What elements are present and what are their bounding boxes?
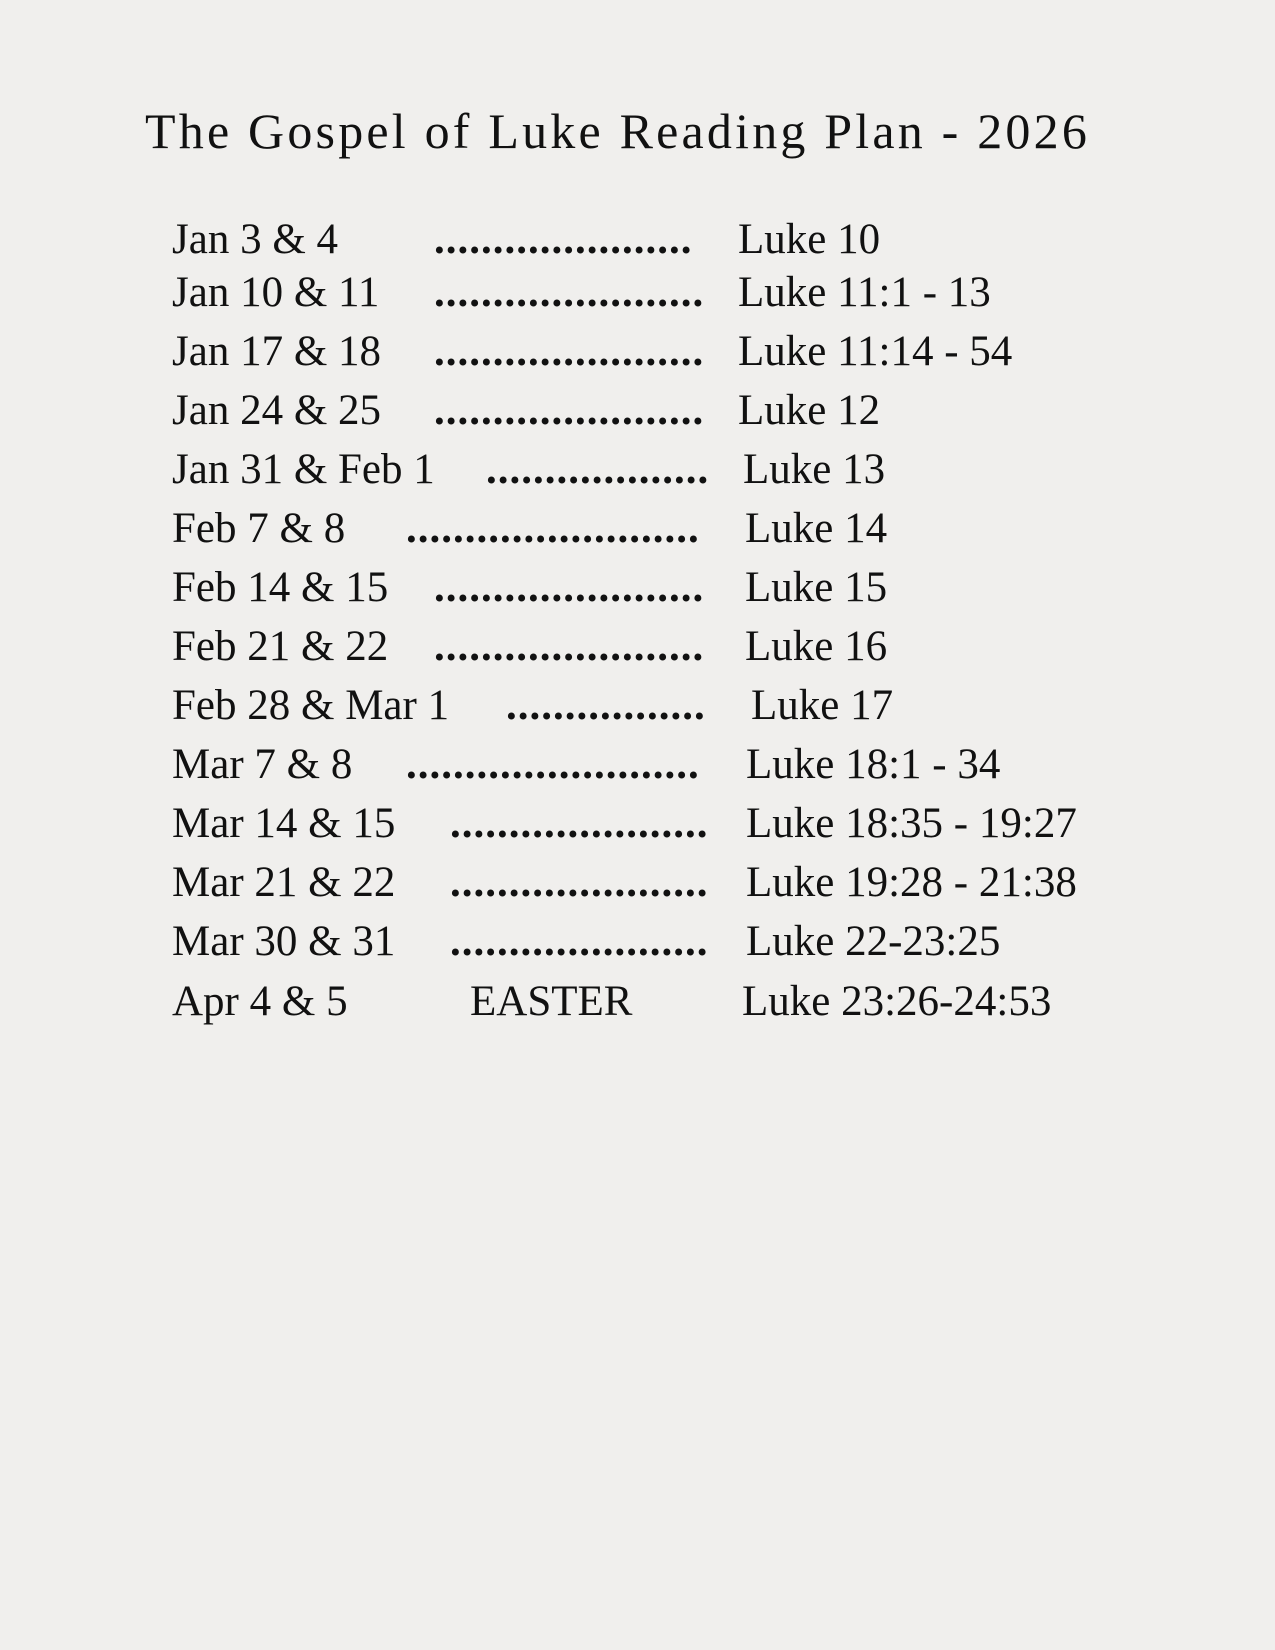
schedule-row xyxy=(0,861,1275,911)
dot-leader: ...................... xyxy=(450,920,709,963)
dot-leader: ...................... xyxy=(450,802,709,845)
dot-leader: ......................... xyxy=(406,507,700,550)
page-title: The Gospel of Luke Reading Plan - 2026 xyxy=(145,103,1091,159)
dot-leader: ................. xyxy=(506,684,706,727)
schedule-date: Feb 28 & Mar 1 xyxy=(172,682,450,729)
schedule-date: Feb 21 & 22 xyxy=(172,623,389,670)
schedule-row xyxy=(0,389,1275,439)
schedule-date: Mar 30 & 31 xyxy=(172,918,396,965)
schedule-date: Jan 10 & 11 xyxy=(172,269,380,316)
schedule-date: Feb 14 & 15 xyxy=(172,564,389,611)
scripture-reading: Luke 15 xyxy=(745,564,888,611)
schedule-date: Mar 7 & 8 xyxy=(172,741,353,788)
schedule-row xyxy=(0,980,1275,1030)
easter-label: EASTER xyxy=(470,978,633,1025)
schedule-date: Jan 17 & 18 xyxy=(172,328,382,375)
schedule-date: Apr 4 & 5 xyxy=(172,978,348,1025)
scripture-reading: Luke 14 xyxy=(745,505,888,552)
scripture-reading: Luke 23:26-24:53 xyxy=(742,978,1052,1025)
dot-leader: ....................... xyxy=(434,625,705,668)
scripture-reading: Luke 19:28 - 21:38 xyxy=(746,859,1077,906)
scripture-reading: Luke 11:1 - 13 xyxy=(738,269,991,316)
schedule-row xyxy=(0,218,1275,268)
dot-leader: ....................... xyxy=(434,271,705,314)
schedule-date: Jan 3 & 4 xyxy=(172,216,339,263)
schedule-row xyxy=(0,743,1275,793)
dot-leader: ...................... xyxy=(450,861,709,904)
scripture-reading: Luke 12 xyxy=(738,387,881,434)
scripture-reading: Luke 13 xyxy=(743,446,886,493)
schedule-row xyxy=(0,448,1275,498)
schedule-row xyxy=(0,330,1275,380)
scripture-reading: Luke 18:35 - 19:27 xyxy=(746,800,1077,847)
scripture-reading: Luke 11:14 - 54 xyxy=(738,328,1013,375)
dot-leader: ................... xyxy=(486,448,710,491)
schedule-row xyxy=(0,802,1275,852)
scripture-reading: Luke 18:1 - 34 xyxy=(746,741,1001,788)
dot-leader: ......................... xyxy=(406,743,700,786)
schedule-date: Mar 21 & 22 xyxy=(172,859,396,906)
dot-leader: ...................... xyxy=(434,218,693,261)
schedule-row xyxy=(0,625,1275,675)
schedule-row xyxy=(0,507,1275,557)
schedule-date: Feb 7 & 8 xyxy=(172,505,346,552)
schedule-row xyxy=(0,271,1275,321)
dot-leader: ....................... xyxy=(434,566,705,609)
schedule-row xyxy=(0,566,1275,616)
schedule-date: Jan 31 & Feb 1 xyxy=(172,446,435,493)
dot-leader: ....................... xyxy=(434,389,705,432)
dot-leader: ....................... xyxy=(434,330,705,373)
scripture-reading: Luke 17 xyxy=(751,682,894,729)
schedule-date: Mar 14 & 15 xyxy=(172,800,396,847)
scripture-reading: Luke 10 xyxy=(738,216,881,263)
scripture-reading: Luke 16 xyxy=(745,623,888,670)
schedule-row xyxy=(0,684,1275,734)
scripture-reading: Luke 22-23:25 xyxy=(746,918,1001,965)
schedule-row xyxy=(0,920,1275,970)
schedule-date: Jan 24 & 25 xyxy=(172,387,382,434)
